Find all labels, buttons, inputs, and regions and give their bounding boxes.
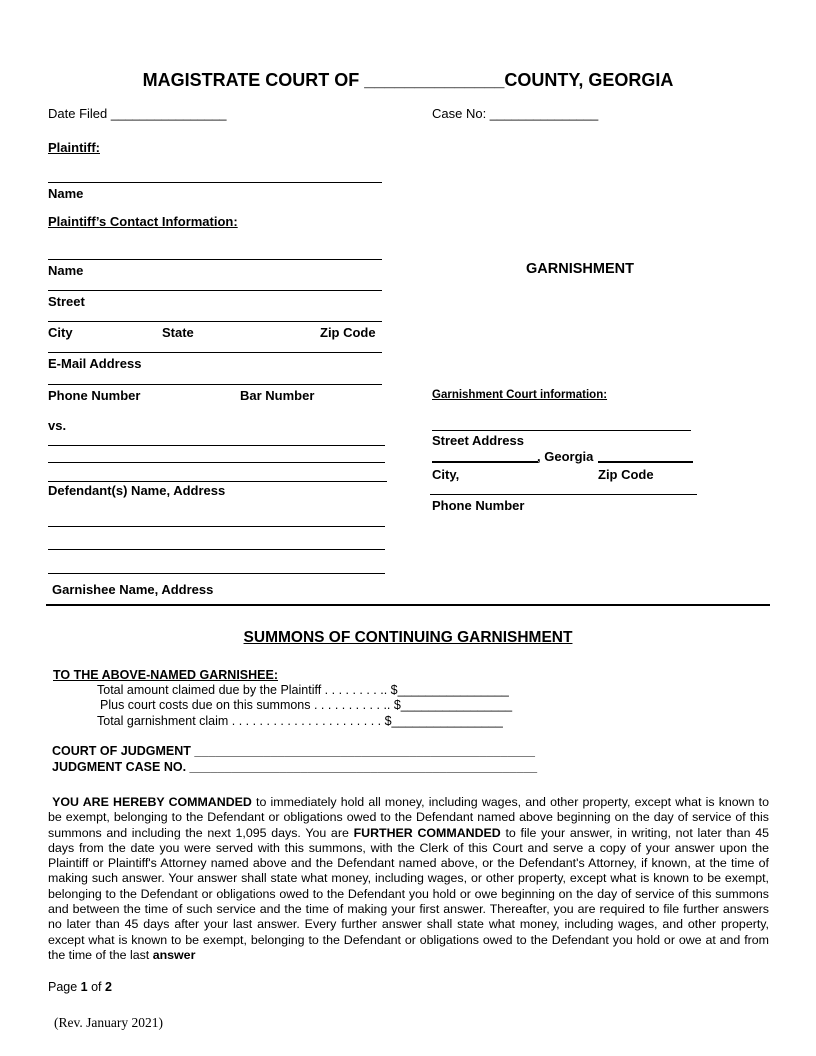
garnishee-line-3 [48,573,385,574]
state-label: State [162,325,194,340]
section-divider [46,604,770,606]
street-line [48,290,382,291]
summons-title: SUMMONS OF CONTINUING GARNISHMENT [243,629,573,646]
court-info-heading: Garnishment Court information: [432,389,608,401]
body-text-2: to file your answer, in writing, not later than 45 days from the date you were served with this summons, with the Clerk of this Court and serve a copy of your answer upon the Plaintiff or Plaintiff's Attorney named above and the Defendant named above, or the Defendant's Attorney, if known, at the time of making such answer. Your answer shall state what money, including wages, or other property, except what is known to be exempt, belonging to the Defendant or obligations owed to the Defendant you hold or owe beginning on the day of service of this summons and between the time of such service and the time of making your first answer. Thereafter, you are required to file further answers no later than 45 days after your last answer. Every further answer shall state what money, including wages, and other property, except what is known to be exempt, belonging to the Defendant or obligations owed to the Defendant you hold or owe at and from the time of the last [48,825,769,962]
defendant-line-1 [48,445,385,446]
court-city-blank [432,461,538,463]
georgia-label: , Georgia [537,449,594,464]
page-of: of [87,980,105,994]
case-no: Case No: _______________ [432,106,599,121]
body-text-end: answer [152,947,196,962]
city-line [48,321,382,322]
court-street-line [432,430,691,431]
page-number [48,980,112,994]
garnishment-heading: GARNISHMENT [526,261,634,277]
email-line [48,352,382,353]
street-label: Street [48,294,85,309]
email-label: E-Mail Address [48,356,142,371]
to-garnishee-heading: TO THE ABOVE-NAMED GARNISHEE: [53,668,279,682]
defendant-line-3 [48,481,387,482]
city-label: City [48,325,73,340]
court-phone-label: Phone Number [432,498,525,513]
court-street-label: Street Address [432,433,524,448]
garnishee-line-1 [48,526,385,527]
bar-number-label: Bar Number [240,388,315,403]
command-1: YOU ARE HEREBY COMMANDED [52,795,252,809]
summons-body [48,795,769,963]
phone-label: Phone Number [48,388,141,403]
vs-label: vs. [48,418,67,433]
page-prefix: Page [48,980,81,994]
date-filed: Date Filed ________________ [48,106,227,121]
garnishee-label: Garnishee Name, Address [52,582,214,597]
title-prefix: MAGISTRATE COURT OF [142,70,360,90]
revision-date: (Rev. January 2021) [54,1015,163,1030]
garnishee-line-2 [48,549,385,550]
court-zip-label: Zip Code [598,467,654,482]
court-city-label: City, [432,467,460,482]
page-title [0,70,816,91]
phone-line [48,384,382,385]
claim-line-costs: Plus court costs due on this summons . . . . . . . . . . .. $________________ [100,698,513,712]
claim-line-total: Total garnishment claim . . . . . . . . . . . . . . . . . . . . . . $________________ [97,714,503,728]
plaintiff-name-line [48,182,382,183]
defendant-line-2 [48,462,385,463]
plaintiff-heading: Plaintiff: [48,140,100,155]
court-of-judgment: COURT OF JUDGMENT _________________________________________________ [52,744,536,758]
title-suffix: COUNTY, GEORGIA [504,70,674,90]
claim-line-amount: Total amount claimed due by the Plaintiff . . . . . . . . .. $________________ [97,683,509,697]
contact-name-label: Name [48,263,84,278]
zip-label: Zip Code [320,325,376,340]
judgment-case-no: JUDGMENT CASE NO. __________________________________________________ [52,760,538,774]
county-blank: ______________ [364,70,505,90]
defendant-label: Defendant(s) Name, Address [48,483,226,498]
body-text-1: to immediately hold all money, including wages, and other property, except what is known to be exempt, belonging to the Defendant or obligations owed to the Defendant named above beginning on the day of service of this summons and including the next 1,095 days. You are [48,795,769,840]
plaintiff-contact-heading: Plaintiff’s Contact Information: [48,214,238,229]
court-zip-blank [598,461,693,463]
contact-name-line [48,259,382,260]
command-2: FURTHER COMMANDED [353,825,501,840]
plaintiff-name-label: Name [48,186,84,201]
page-total: 2 [105,980,112,994]
page-current: 1 [80,980,88,994]
court-phone-line [430,494,697,495]
